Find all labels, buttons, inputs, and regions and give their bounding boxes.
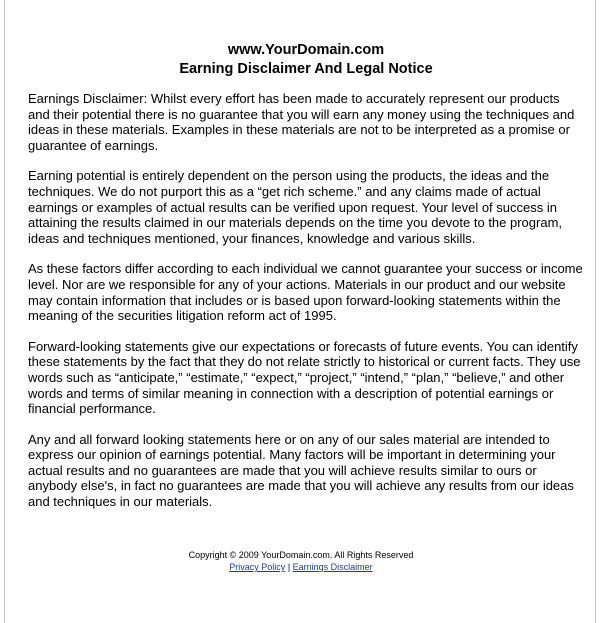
- disclaimer-paragraph-4: Forward-looking statements give our expectations or forecasts of future events. You can identify these statements by the fact that they do not relate strictly to historical or current facts. They use words such as “anticipate,” “estimate,” “expect,” “project,” “intend,” “plan,” “believe,” and other words and terms of similar meaning in connection with a description of potential earnings or financial performance.: [28, 338, 581, 417]
- footer-links: [5, 561, 597, 573]
- main-content: [28, 41, 584, 525]
- page-footer: [5, 549, 597, 573]
- page-title: Earning Disclaimer And Legal Notice: [179, 61, 433, 77]
- footer-link-separator: |: [285, 562, 293, 572]
- page-container: [4, 0, 596, 623]
- disclaimer-paragraph-5: Any and all forward looking statements here or on any of our sales material are intended to express our opinion of earnings potential. Many factors will be important in determining your actual results and no guarantees are made that you will achieve results similar to ours or anybody else's, in fact no guarantees are made that you will achieve any results from our ideas and techniques in our materials.: [28, 431, 574, 510]
- earnings-disclaimer-link[interactable]: Earnings Disclaimer: [292, 562, 373, 572]
- disclaimer-paragraph-3: As these factors differ according to each individual we cannot guarantee your success or income level. Nor are we responsible for any of your actions. Materials in our product and our website may contain information that includes or is based upon forward-looking statements within the meaning of the securities litigation reform act of 1995.: [28, 261, 583, 324]
- disclaimer-paragraph-1: Earnings Disclaimer: Whilst every effort has been made to accurately represent our products and their potential there is no guarantee that you will earn any money using the techniques and ideas in these materials. Examples in these materials are not to be interpreted as a promise or guarantee of earnings.: [28, 91, 575, 153]
- privacy-policy-link[interactable]: Privacy Policy: [229, 562, 286, 572]
- disclaimer-paragraph-2: Earning potential is entirely dependent on the person using the products, the ideas and the techniques. We do not purport this as a “get rich scheme.” and any claims made of actual earnings or examples of actual results can be verified upon request. Your level of success in attaining the results claimed in our materials depends on the time you devote to the program, ideas and techniques mentioned, your finances, knowledge and various skills.: [28, 168, 563, 246]
- page-header: [28, 41, 584, 79]
- copyright-text: Copyright © 2009 YourDomain.com. All Rights Reserved: [188, 550, 414, 560]
- site-name: www.YourDomain.com: [227, 42, 385, 58]
